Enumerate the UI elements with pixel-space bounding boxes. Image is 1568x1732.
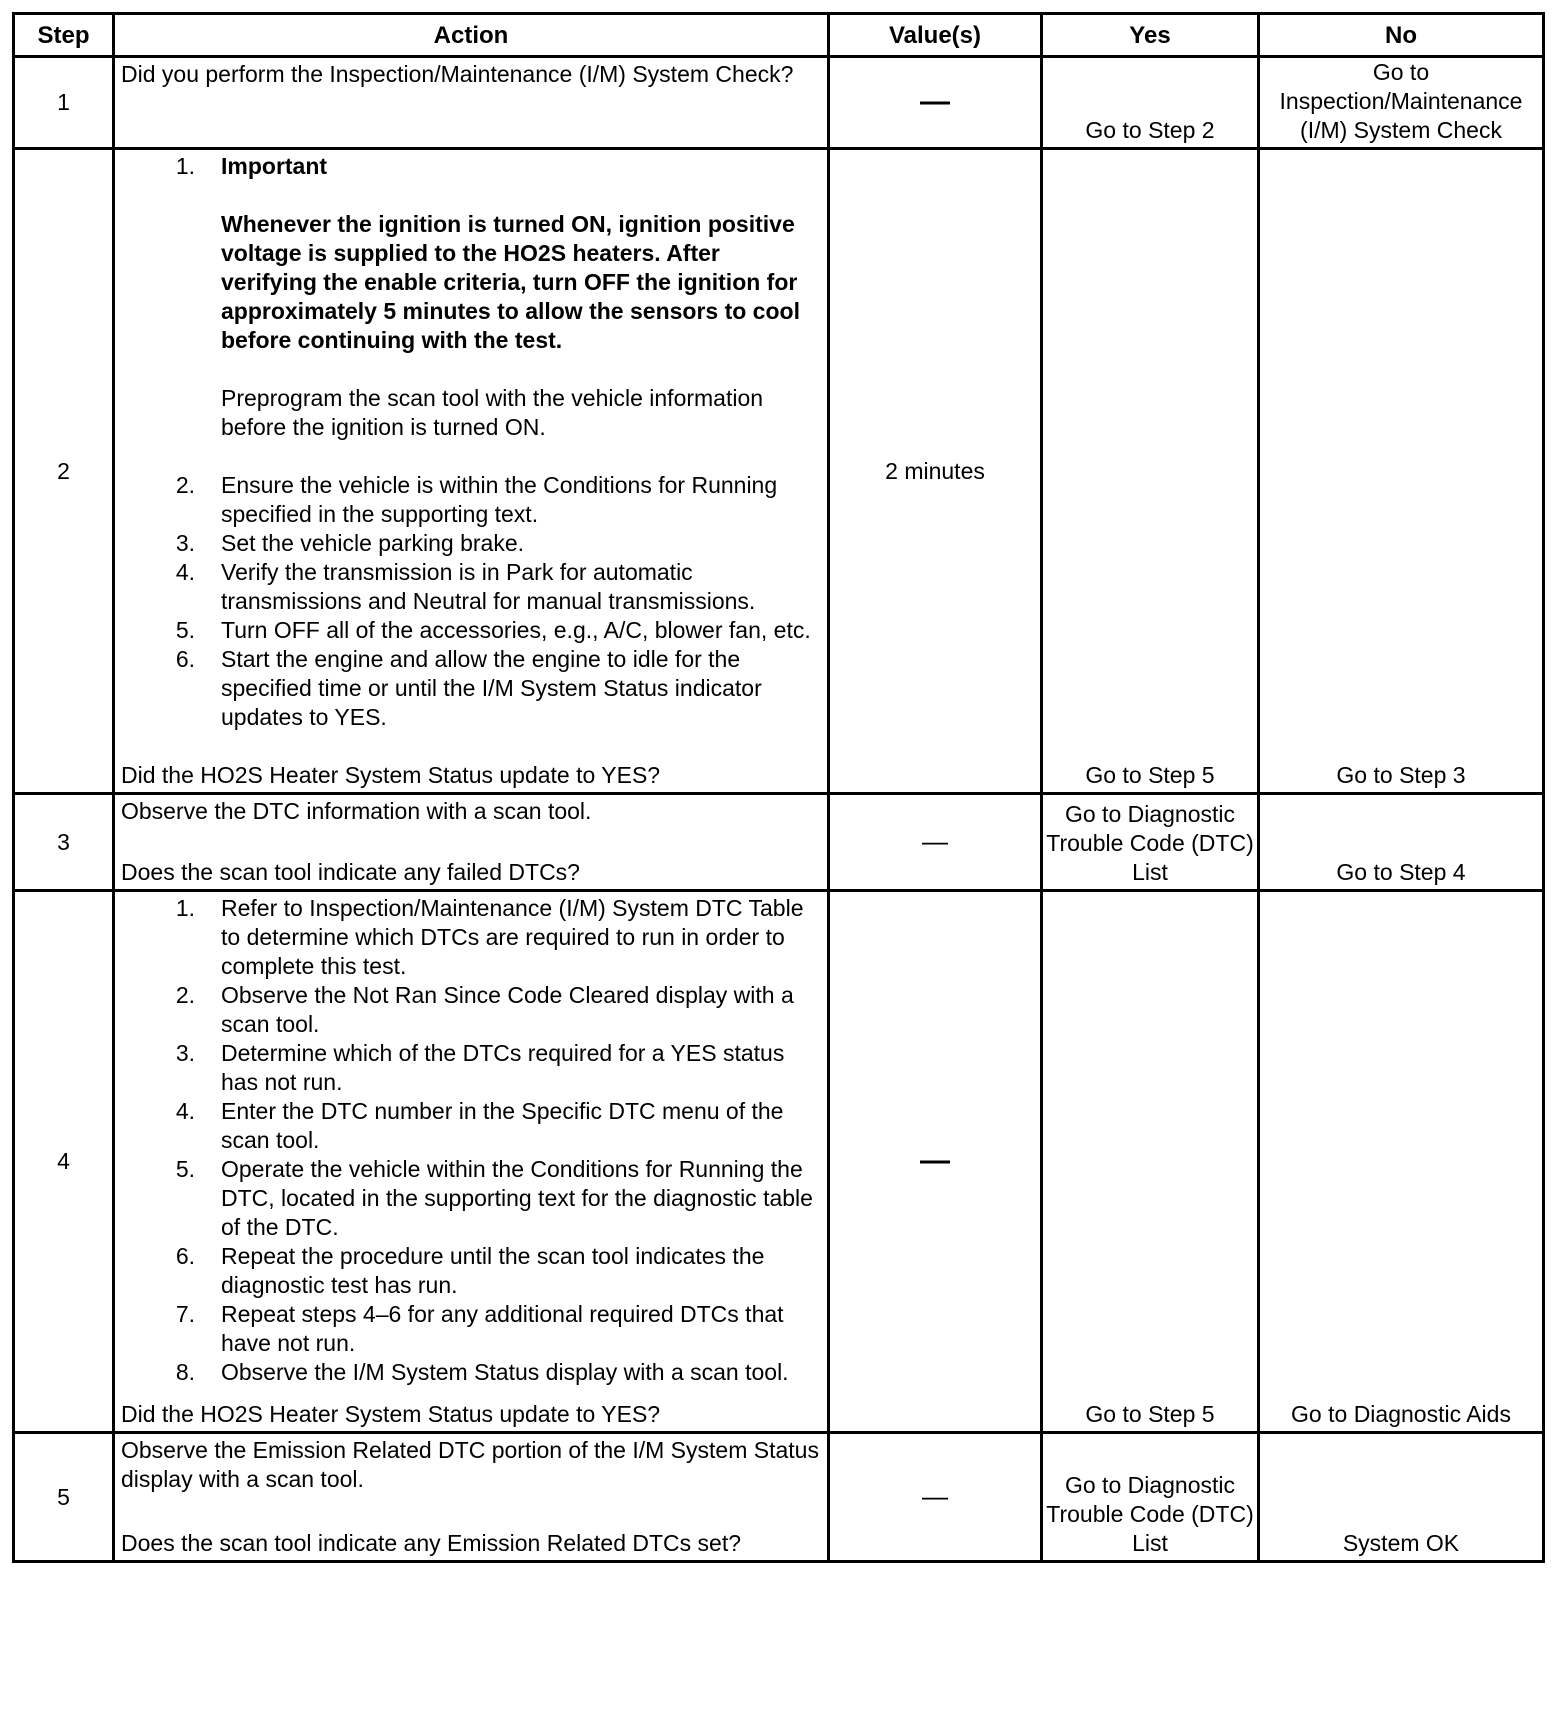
table-row-step-4	[14, 891, 1544, 1433]
important-label: Important	[221, 153, 328, 179]
step-number: 4	[14, 891, 114, 1433]
header-no: No	[1259, 14, 1544, 57]
list-item: 8. Observe the I/M System Status display with a scan tool.	[175, 1359, 789, 1385]
list-item: 6. Start the engine and allow the engine to idle for the specified time or until the I/M System Status indicator updates to YES.	[175, 646, 762, 730]
list-item: 1. Refer to Inspection/Maintenance (I/M) System DTC Table to determine which DTCs are required to run in order to complete this test.	[175, 895, 804, 979]
no-cell: Go to Inspection/Maintenance (I/M) System Check	[1259, 57, 1544, 149]
step-number: 3	[14, 794, 114, 891]
question-text: Did you perform the Inspection/Maintenance (I/M) System Check?	[121, 61, 794, 87]
procedure-list	[121, 152, 821, 732]
diagnostic-table	[12, 12, 1545, 1563]
list-item: 4. Enter the DTC number in the Specific DTC menu of the scan tool.	[175, 1098, 784, 1153]
yes-cell: Go to Step 2	[1042, 57, 1259, 149]
procedure-list	[121, 894, 821, 1387]
table-row-step-3	[14, 794, 1544, 891]
list-item: 3. Set the vehicle parking brake.	[175, 530, 525, 556]
action-cell	[114, 149, 829, 794]
no-cell: Go to Step 4	[1259, 794, 1544, 891]
list-item: 2. Observe the Not Ran Since Code Cleared display with a scan tool.	[175, 982, 794, 1037]
list-item: 6. Repeat the procedure until the scan tool indicates the diagnostic test has run.	[175, 1243, 765, 1298]
yes-cell: Go to Diagnostic Trouble Code (DTC) List	[1042, 794, 1259, 891]
header-action: Action	[114, 14, 829, 57]
no-cell: Go to Diagnostic Aids	[1259, 891, 1544, 1433]
value-text: —	[922, 826, 948, 856]
value-cell	[829, 57, 1042, 149]
value-text: —	[922, 1481, 948, 1511]
action-cell	[114, 794, 829, 891]
question-text: Does the scan tool indicate any Emission Related DTCs set?	[121, 1530, 742, 1556]
action-cell	[114, 1433, 829, 1562]
value-cell	[829, 794, 1042, 891]
no-cell: Go to Step 3	[1259, 149, 1544, 794]
table-row-step-5	[14, 1433, 1544, 1562]
step-number: 2	[14, 149, 114, 794]
list-item: 5. Operate the vehicle within the Conditions for Running the DTC, located in the supporting text for the diagnostic table of the DTC.	[175, 1156, 813, 1240]
header-step: Step	[14, 14, 114, 57]
value-text: —	[920, 1144, 950, 1177]
question-text: Did the HO2S Heater System Status update to YES?	[121, 1401, 661, 1427]
yes-cell: Go to Step 5	[1042, 891, 1259, 1433]
table-row-step-2	[14, 149, 1544, 794]
list-item: 2. Ensure the vehicle is within the Conditions for Running specified in the supporting text.	[175, 472, 778, 527]
instruction-text: Observe the Emission Related DTC portion of the I/M System Status display with a scan tool.	[121, 1437, 819, 1492]
no-cell: System OK	[1259, 1433, 1544, 1562]
value-text: —	[920, 85, 950, 118]
important-note: Whenever the ignition is turned ON, ignition positive voltage is supplied to the HO2S heaters. After verifying the enable criteria, turn OFF the ignition for approximately 5 minutes to allow the sensors to cool before continuing with the test.	[221, 211, 800, 353]
list-item: 4. Verify the transmission is in Park for automatic transmissions and Neutral for manual transmissions.	[175, 559, 756, 614]
list-item: 5. Turn OFF all of the accessories, e.g., A/C, blower fan, etc.	[175, 617, 811, 643]
value-cell	[829, 891, 1042, 1433]
preprogram-note: Preprogram the scan tool with the vehicle information before the ignition is turned ON.	[221, 385, 764, 440]
step-number: 1	[14, 57, 114, 149]
step-number: 5	[14, 1433, 114, 1562]
header-yes: Yes	[1042, 14, 1259, 57]
action-cell	[114, 891, 829, 1433]
value-cell	[829, 1433, 1042, 1562]
yes-cell: Go to Step 5	[1042, 149, 1259, 794]
header-row	[14, 14, 1544, 57]
list-item: 7. Repeat steps 4–6 for any additional required DTCs that have not run.	[175, 1301, 784, 1356]
yes-cell: Go to Diagnostic Trouble Code (DTC) List	[1042, 1433, 1259, 1562]
table-row-step-1	[14, 57, 1544, 149]
value-cell: 2 minutes	[829, 149, 1042, 794]
question-text: Does the scan tool indicate any failed DTCs?	[121, 859, 580, 885]
action-cell	[114, 57, 829, 149]
list-item: 1. Important Whenever the ignition is turned ON, ignition positive voltage is supplied to the HO2S heaters. After verifying the enable criteria, turn OFF the ignition for approximately 5 minutes to allow the sensors to cool before continuing with the test. Preprogram the scan tool with the vehicle information before the ignition is turned ON.	[121, 152, 821, 471]
list-item: 3. Determine which of the DTCs required for a YES status has not run.	[175, 1040, 785, 1095]
header-values: Value(s)	[829, 14, 1042, 57]
instruction-text: Observe the DTC information with a scan tool.	[121, 798, 592, 824]
question-text: Did the HO2S Heater System Status update to YES?	[121, 762, 661, 788]
